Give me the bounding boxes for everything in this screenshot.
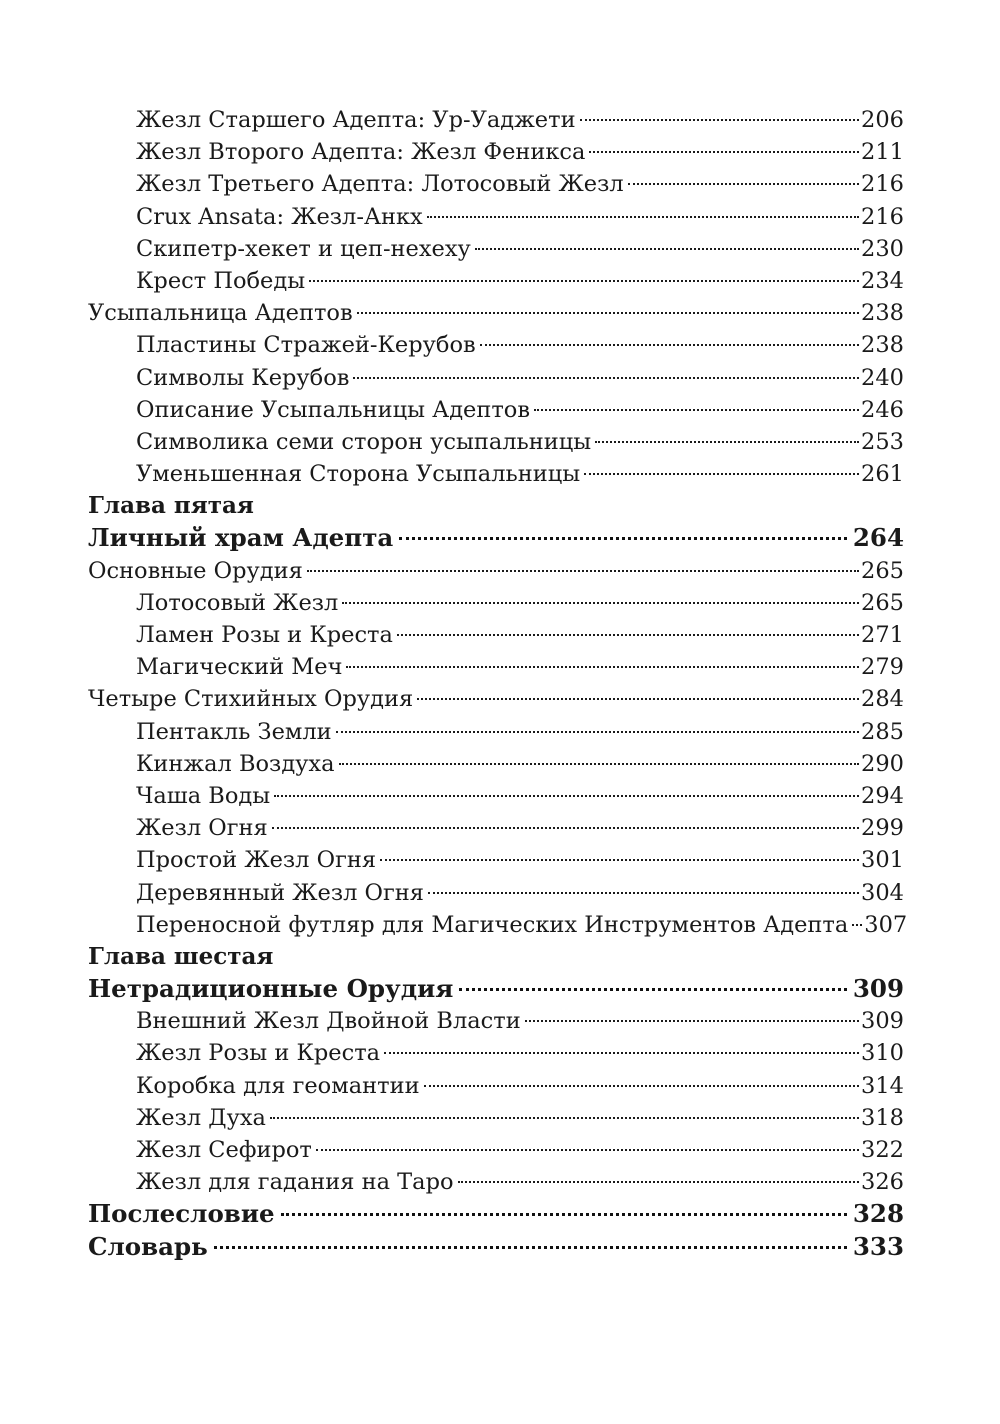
dot-leader bbox=[272, 827, 859, 829]
toc-section-title: Основные Орудия bbox=[88, 557, 303, 584]
toc-entry[interactable] bbox=[88, 233, 904, 265]
toc-entry[interactable] bbox=[88, 1134, 904, 1166]
toc-entry[interactable] bbox=[88, 104, 904, 136]
toc-page-number: 216 bbox=[861, 203, 904, 230]
toc-chapter-title: Послесловие bbox=[88, 1199, 275, 1229]
dot-leader bbox=[595, 441, 859, 443]
toc-entry-title: Жезл для гадания на Таро bbox=[136, 1169, 454, 1196]
toc-entry[interactable] bbox=[88, 619, 904, 651]
toc-entry[interactable] bbox=[88, 1070, 904, 1102]
toc-entry-title: Лотосовый Жезл bbox=[136, 589, 339, 616]
toc-page-number: 238 bbox=[861, 300, 904, 327]
toc-entry[interactable] bbox=[88, 651, 904, 683]
toc-entry-title: Пластины Стражей-Керубов bbox=[136, 332, 476, 359]
toc-page-number: 310 bbox=[861, 1040, 904, 1067]
toc-chapter-title: Нетрадиционные Орудия bbox=[88, 974, 454, 1004]
toc-entry-title: Ламен Розы и Креста bbox=[136, 622, 393, 648]
toc-page-number: 304 bbox=[861, 879, 904, 906]
toc-entry[interactable] bbox=[88, 812, 904, 844]
toc-page-number: 238 bbox=[861, 332, 904, 359]
toc-page-number: 265 bbox=[861, 557, 904, 584]
toc-page-number: 271 bbox=[861, 622, 904, 648]
toc-page-number: 234 bbox=[861, 267, 904, 294]
toc-page-number: 333 bbox=[852, 1231, 904, 1261]
dot-leader bbox=[357, 312, 859, 314]
toc-entry-title: Кинжал Воздуха bbox=[136, 750, 335, 777]
dot-leader bbox=[475, 248, 859, 250]
dot-leader bbox=[852, 924, 862, 926]
chapter-label bbox=[88, 490, 904, 522]
dot-leader bbox=[525, 1020, 859, 1022]
toc-chapter[interactable] bbox=[88, 1198, 904, 1230]
toc-page-number: 285 bbox=[861, 718, 904, 745]
dot-leader bbox=[270, 1117, 859, 1119]
dot-leader bbox=[380, 859, 859, 861]
dot-leader bbox=[342, 602, 859, 604]
toc-entry[interactable] bbox=[88, 1166, 904, 1198]
toc-entry-title: Деревянный Жезл Огня bbox=[136, 879, 424, 906]
dot-leader bbox=[628, 183, 859, 185]
toc-entry-title: Crux Ansata: Жезл-Анкх bbox=[136, 203, 423, 230]
dot-leader bbox=[458, 1181, 859, 1183]
toc-page-number: 322 bbox=[861, 1137, 904, 1163]
toc-page-number: 309 bbox=[861, 1008, 904, 1035]
toc-entry-title: Жезл Огня bbox=[136, 815, 268, 842]
toc-entry[interactable] bbox=[88, 329, 904, 361]
toc-entry-title: Крест Победы bbox=[136, 267, 306, 294]
toc-section-title: Четыре Стихийных Орудия bbox=[88, 686, 414, 713]
toc-chapter-title: Словарь bbox=[88, 1231, 208, 1261]
toc-entry-title: Внешний Жезл Двойной Власти bbox=[136, 1008, 521, 1035]
toc-page-number: 253 bbox=[861, 428, 904, 455]
toc-entry[interactable] bbox=[88, 780, 904, 812]
toc-page-number: 318 bbox=[861, 1104, 904, 1131]
toc-page-number: 309 bbox=[852, 974, 904, 1004]
toc-entry[interactable] bbox=[88, 168, 904, 200]
toc-entry-title: Жезл Розы и Креста bbox=[136, 1040, 381, 1067]
toc-page-number: 284 bbox=[861, 686, 904, 713]
dot-leader bbox=[480, 344, 859, 346]
dot-leader bbox=[584, 473, 859, 475]
toc-page-number: 299 bbox=[861, 815, 904, 842]
toc-page-number: 294 bbox=[861, 782, 904, 809]
toc-entry[interactable] bbox=[88, 362, 904, 394]
dot-leader bbox=[417, 698, 859, 700]
dot-leader bbox=[346, 666, 859, 668]
toc-chapter[interactable] bbox=[88, 973, 904, 1005]
toc-chapter[interactable] bbox=[88, 522, 904, 554]
dot-leader bbox=[534, 409, 859, 411]
toc-entry-title: Символика семи сторон усыпальницы bbox=[136, 428, 592, 455]
toc-page-number: 301 bbox=[861, 847, 904, 874]
toc-entry[interactable] bbox=[88, 877, 904, 909]
toc-page-number: 264 bbox=[852, 523, 904, 553]
dot-leader bbox=[281, 1213, 847, 1216]
toc-entry[interactable] bbox=[88, 136, 904, 168]
toc-page-number: 240 bbox=[861, 364, 904, 391]
toc-entry-title: Уменьшенная Сторона Усыпальницы bbox=[136, 461, 581, 488]
toc-chapter[interactable] bbox=[88, 1231, 904, 1263]
toc-chapter-title: Личный храм Адепта bbox=[88, 523, 394, 553]
chapter-label-text: Глава шестая bbox=[88, 942, 274, 970]
toc-page-number: 279 bbox=[861, 654, 904, 681]
toc-entry-title: Чаша Воды bbox=[136, 782, 271, 809]
toc-entry-title: Жезл Старшего Адепта: Ур-Уаджети bbox=[136, 107, 576, 133]
dot-leader bbox=[353, 377, 859, 379]
dot-leader bbox=[424, 1085, 859, 1087]
toc-section-title: Усыпальница Адептов bbox=[88, 300, 353, 327]
toc-entry-title: Жезл Духа bbox=[136, 1104, 266, 1131]
toc-page-number: 261 bbox=[861, 461, 904, 488]
toc-entry[interactable] bbox=[88, 1037, 904, 1069]
toc-entry[interactable] bbox=[88, 458, 904, 490]
toc-entry-title: Переносной футляр для Магических Инструментов Адепта bbox=[136, 911, 849, 938]
toc-page-number: 328 bbox=[852, 1199, 904, 1229]
toc-entry-title: Коробка для геомантии bbox=[136, 1072, 420, 1099]
toc-page-number: 326 bbox=[861, 1169, 904, 1196]
dot-leader bbox=[399, 537, 847, 540]
toc-page-number: 290 bbox=[861, 750, 904, 777]
toc-page-number: 314 bbox=[861, 1072, 904, 1099]
dot-leader bbox=[428, 892, 859, 894]
toc-entry[interactable] bbox=[88, 426, 904, 458]
dot-leader bbox=[316, 1149, 859, 1151]
dot-leader bbox=[336, 731, 859, 733]
toc-entry[interactable] bbox=[88, 909, 908, 941]
dot-leader bbox=[309, 280, 859, 282]
toc-section[interactable] bbox=[88, 683, 904, 715]
toc-entry[interactable] bbox=[88, 748, 904, 780]
dot-leader bbox=[274, 795, 859, 797]
toc-entry[interactable] bbox=[88, 716, 904, 748]
dot-leader bbox=[307, 570, 859, 572]
toc-page-number: 206 bbox=[861, 107, 904, 133]
toc-entry[interactable] bbox=[88, 587, 904, 619]
toc-entry[interactable] bbox=[88, 1102, 904, 1134]
chapter-label bbox=[88, 941, 904, 973]
toc-page-number: 230 bbox=[861, 235, 904, 262]
toc-page-number: 216 bbox=[861, 171, 904, 198]
toc-entry-title: Жезл Второго Адепта: Жезл Феникса bbox=[136, 139, 586, 166]
toc-entry-title: Магический Меч bbox=[136, 654, 343, 681]
toc-entry-title: Жезл Третьего Адепта: Лотосовый Жезл bbox=[136, 171, 624, 198]
toc-section[interactable] bbox=[88, 297, 904, 329]
toc-entry-title: Скипетр-хекет и цеп-нехеху bbox=[136, 235, 471, 262]
dot-leader bbox=[427, 216, 859, 218]
toc-entry-title: Простой Жезл Огня bbox=[136, 847, 377, 874]
toc-entry-title: Символы Керубов bbox=[136, 364, 350, 391]
toc-entry-title: Описание Усыпальницы Адептов bbox=[136, 396, 531, 423]
toc-page-number: 265 bbox=[861, 589, 904, 616]
toc-entry[interactable] bbox=[88, 265, 904, 297]
table-of-contents bbox=[88, 104, 908, 1263]
toc-entry-title: Жезл Сефирот bbox=[136, 1137, 312, 1163]
toc-entry[interactable] bbox=[88, 844, 904, 876]
dot-leader bbox=[339, 763, 860, 765]
dot-leader bbox=[397, 634, 859, 636]
dot-leader bbox=[589, 151, 859, 153]
dot-leader bbox=[384, 1052, 859, 1054]
toc-entry[interactable] bbox=[88, 394, 904, 426]
chapter-label-text: Глава пятая bbox=[88, 492, 254, 520]
dot-leader bbox=[459, 988, 847, 991]
toc-page-number: 211 bbox=[861, 139, 904, 166]
toc-entry[interactable] bbox=[88, 201, 904, 233]
dot-leader bbox=[580, 119, 859, 121]
toc-page-number: 307 bbox=[864, 911, 908, 938]
toc-page-number: 246 bbox=[861, 396, 904, 423]
toc-section[interactable] bbox=[88, 555, 904, 587]
toc-entry-title: Пентакль Земли bbox=[136, 718, 332, 745]
dot-leader bbox=[214, 1246, 847, 1249]
toc-entry[interactable] bbox=[88, 1005, 904, 1037]
